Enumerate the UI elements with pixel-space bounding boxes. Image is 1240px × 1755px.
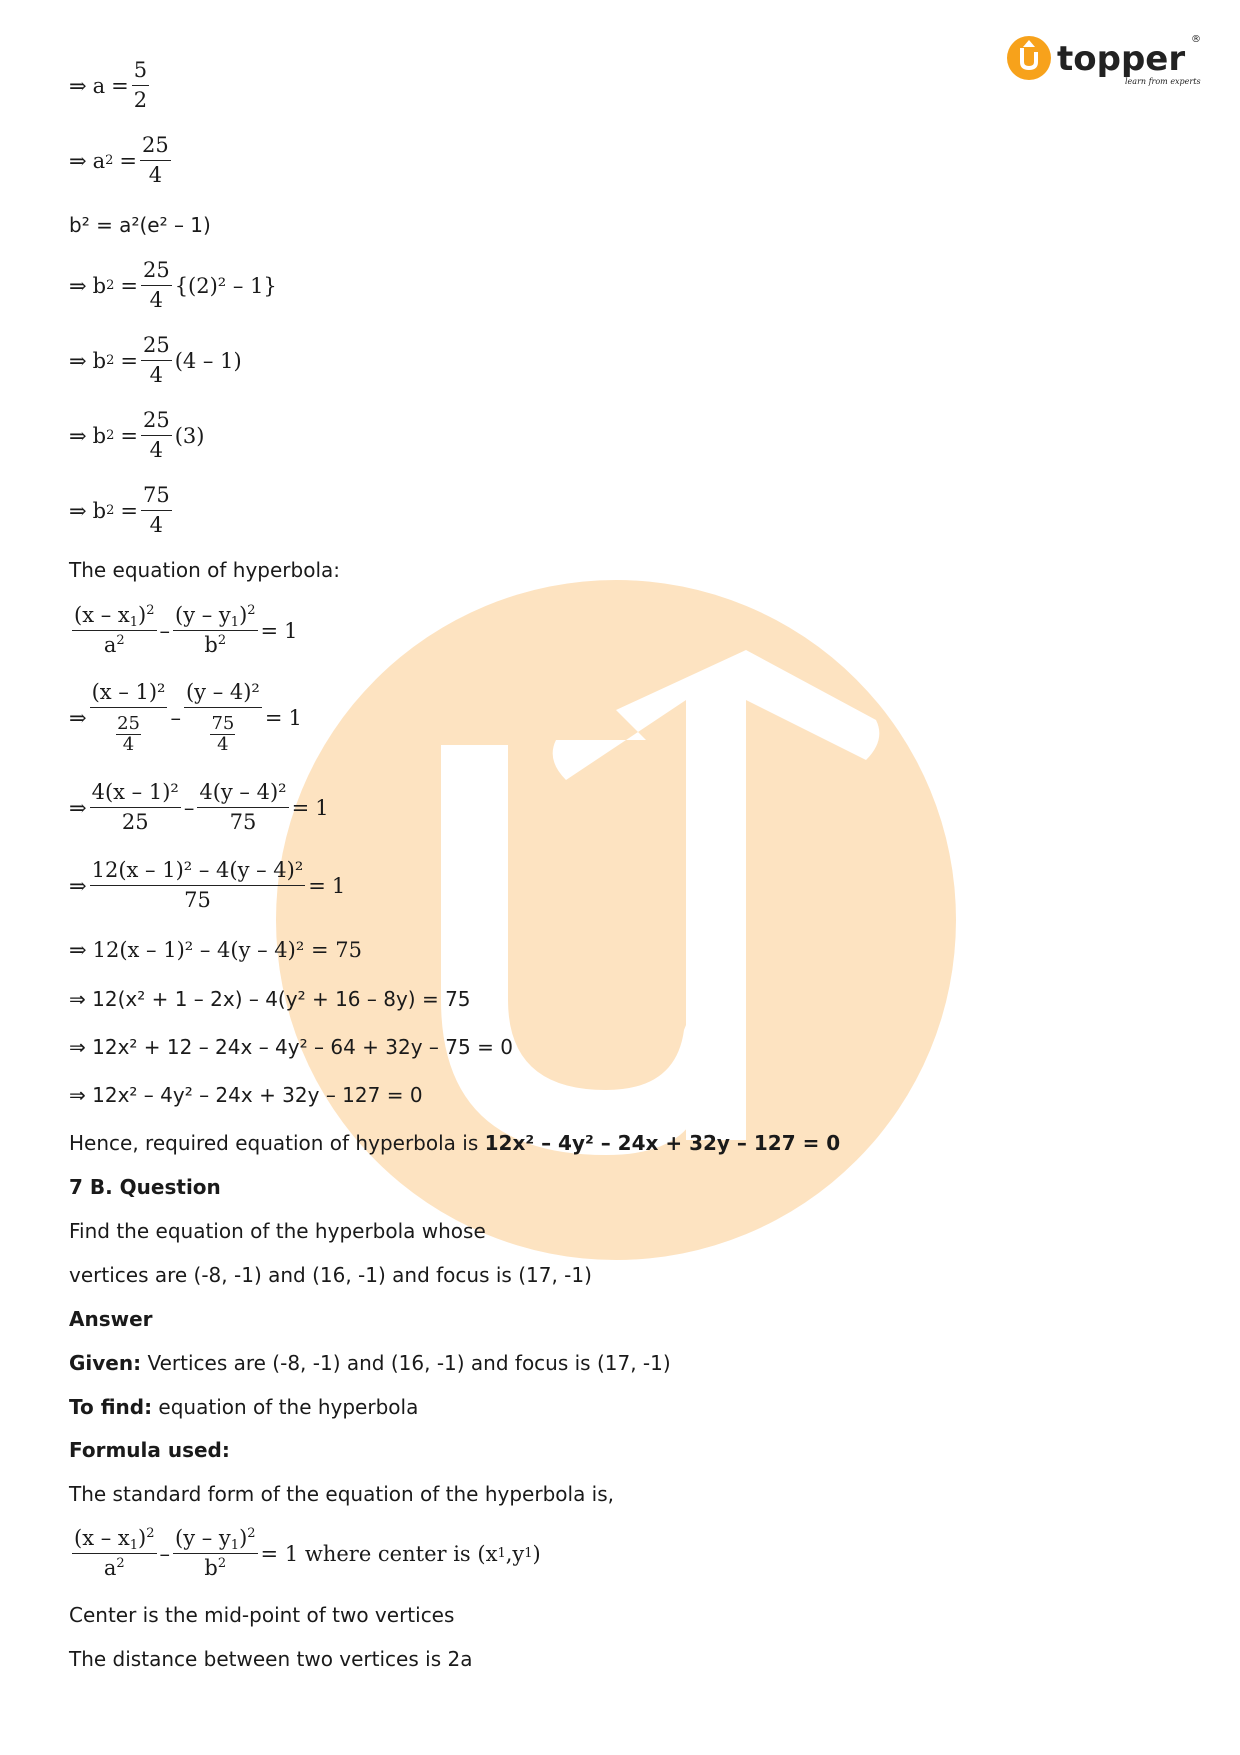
eq-b2-step2: ⇒ b 2 = $\frac{25}{4}$ (4 – 1) <box>69 333 242 387</box>
eq-b2-definition: b² = a²(e² – 1) <box>69 213 211 237</box>
question-title: 7 B. Question <box>69 1175 221 1199</box>
standard-form-text: The standard form of the equation of the hyperbola is, <box>69 1482 615 1506</box>
formula-label: Formula used: <box>69 1438 230 1462</box>
center-midpoint-text: Center is the mid-point of two vertices <box>69 1603 455 1627</box>
eq-simplified: ⇒ $\frac{\text{4(x – 1)²}}{25}$ – $\frac{\text{4(y – 4)²}}{75}$ = 1 <box>69 780 329 834</box>
svg-text:®: ® <box>1191 34 1201 45</box>
equation-heading: The equation of hyperbola: <box>69 558 341 582</box>
distance-text: The distance between two vertices is 2a <box>69 1647 473 1671</box>
question-line-1: Find the equation of the hyperbola whose <box>69 1219 486 1243</box>
eq-a-value: ⇒ a = $\frac{5}{2}$ <box>69 58 148 112</box>
tofind-line: To find: equation of the hyperbola <box>69 1395 419 1419</box>
topper-logo <box>1005 30 1205 90</box>
eq-cleared: ⇒ 12(x – 1)² – 4(y – 4)² = 75 <box>69 938 362 962</box>
eq-substituted: ⇒ $\frac{\text{(x – 1)²}}{\frac{25}{4}}$ – $\frac{\text{(y – 4)²}}{\frac{75}{4}}$ = 1 <box>69 680 302 755</box>
watermark-logo <box>276 580 956 1260</box>
svg-text:topper: topper <box>1057 39 1186 79</box>
eq-a-squared: ⇒ a 2 = $\frac{25}{4}$ <box>69 133 169 187</box>
eq-expand-3: ⇒ 12x² – 4y² – 24x + 32y – 127 = 0 <box>69 1083 423 1107</box>
answer-label: Answer <box>69 1307 153 1331</box>
hence-statement: Hence, required equation of hyperbola is 12x² – 4y² – 24x + 32y – 127 = 0 <box>69 1131 841 1155</box>
final-answer: 12x² – 4y² – 24x + 32y – 127 = 0 <box>484 1131 841 1155</box>
eq-b2-step3: ⇒ b 2 = $\frac{25}{4}$ (3) <box>69 408 205 462</box>
eq-b2-step1: ⇒ b 2 = $\frac{25}{4}$ {(2)² – 1} <box>69 258 277 312</box>
given-line: Given: Vertices are (-8, -1) and (16, -1) and focus is (17, -1) <box>69 1351 671 1375</box>
eq-expand-2: ⇒ 12x² + 12 – 24x – 4y² – 64 + 32y – 75 = 0 <box>69 1035 513 1059</box>
svg-text:learn from experts: learn from experts <box>1125 77 1201 86</box>
eq-combined: ⇒ $\frac{\text{12(x – 1)² – 4(y – 4)²}}{75}$ = 1 <box>69 858 346 912</box>
question-line-2: vertices are (-8, -1) and (16, -1) and focus is (17, -1) <box>69 1263 592 1287</box>
eq-standard-form: $\frac{(x - x_1)^2}{a^2}$ – $\frac{(y - y_1)^2}{b^2}$ = 1 where center is (x 1 ,y 1 ) <box>74 1526 541 1580</box>
watermark-circle <box>276 580 956 1260</box>
eq-general-form: $\frac{(x - x_1)^2}{a^2}$ – $\frac{(y - y_1)^2}{b^2}$ = 1 <box>74 603 298 657</box>
eq-b2-result: ⇒ b 2 = $\frac{75}{4}$ <box>69 483 170 537</box>
eq-expand-1: ⇒ 12(x² + 1 – 2x) – 4(y² + 16 – 8y) = 75 <box>69 987 471 1011</box>
